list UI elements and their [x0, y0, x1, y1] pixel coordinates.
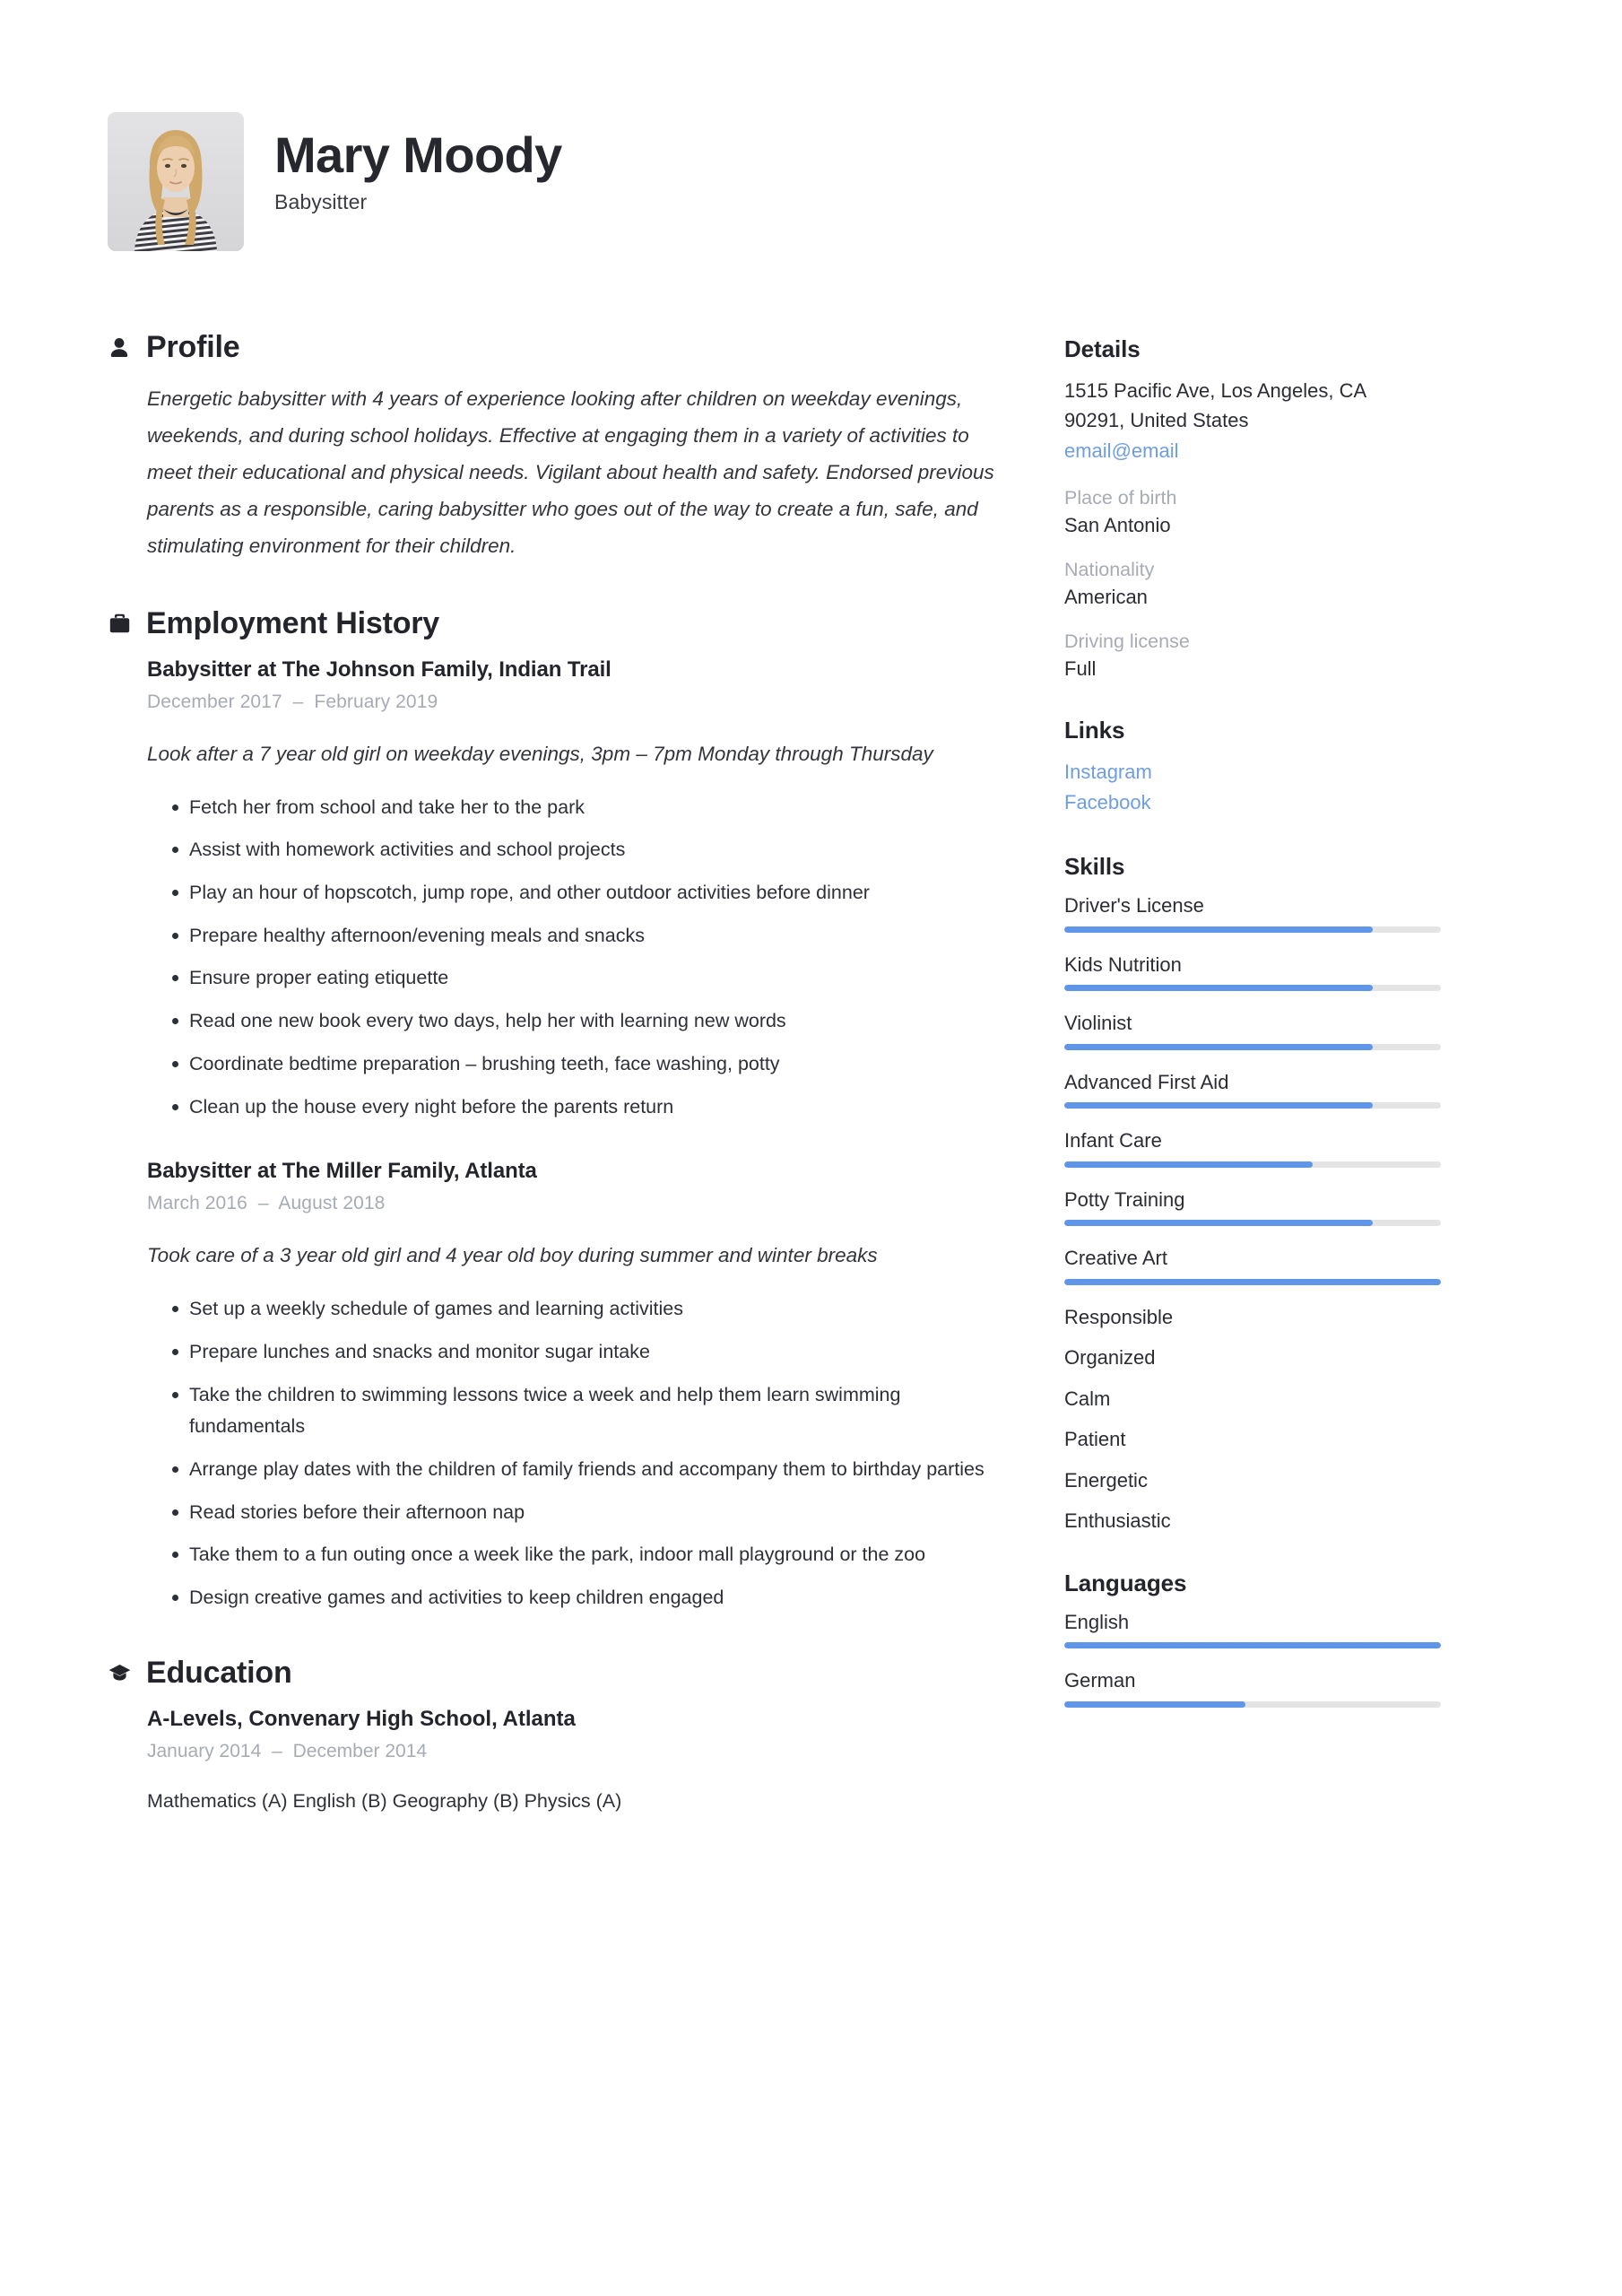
employment-entry-dates: [147, 691, 1009, 713]
field-label: Nationality: [1064, 559, 1155, 581]
list-item: Read one new book every two days, help her with learning new words: [147, 1005, 1009, 1038]
education-entry: [108, 1707, 1009, 1816]
skill-item: [1064, 1305, 1441, 1330]
date-start: March 2016: [147, 1193, 247, 1214]
resume-columns: [108, 330, 1514, 1857]
skill-item-label: Violinist: [1064, 1012, 1132, 1035]
skill-item: [1064, 1387, 1441, 1412]
link-facebook[interactable]: Facebook: [1064, 790, 1151, 813]
skill-item-label: Patient: [1064, 1428, 1126, 1451]
list-item: Prepare healthy afternoon/evening meals and snacks: [147, 920, 1009, 952]
skill-item-meter-fill: [1064, 1279, 1441, 1285]
detail-field-nationality: [1064, 559, 1441, 609]
skill-item-label: Infant Care: [1064, 1129, 1162, 1152]
list-item: Prepare lunches and snacks and monitor sugar intake: [147, 1336, 1009, 1369]
date-separator: –: [257, 1193, 269, 1214]
skill-item-label: Energetic: [1064, 1468, 1148, 1492]
list-item: Take the children to swimming lessons twice a week and help them learn swimming fundamentals: [147, 1379, 1009, 1443]
language-item: [1064, 1610, 1441, 1649]
skill-item-meter-track: [1064, 1044, 1441, 1050]
skill-item: [1064, 1128, 1441, 1168]
employment-entry-bullets: [147, 792, 1009, 1124]
skill-item-meter-fill: [1064, 1044, 1373, 1050]
skill-item-meter-track: [1064, 1161, 1441, 1168]
list-item: Set up a weekly schedule of games and learning activities: [147, 1293, 1009, 1326]
address-line-2: 90291, United States: [1064, 409, 1249, 432]
skill-item-label: Potty Training: [1064, 1187, 1185, 1211]
languages-list: [1064, 1610, 1441, 1708]
language-item-meter-fill: [1064, 1701, 1245, 1708]
page-title: Mary Moody: [274, 126, 562, 183]
list-item: Ensure proper eating etiquette: [147, 962, 1009, 995]
date-separator: –: [272, 1740, 282, 1761]
field-value: Full: [1064, 657, 1097, 681]
header-text-group: [274, 112, 562, 214]
skill-item-label: Driver's License: [1064, 894, 1204, 918]
list-item: Assist with homework activities and school projects: [147, 834, 1009, 866]
detail-field-driving-license: [1064, 631, 1441, 681]
details-heading: Details: [1064, 335, 1141, 362]
field-value: American: [1064, 586, 1148, 609]
employment-entry-summary: Took care of a 3 year old girl and 4 year old boy during summer and winter breaks: [147, 1244, 878, 1267]
language-item-meter-track: [1064, 1642, 1441, 1648]
person-icon: [108, 336, 131, 360]
employment-heading: Employment History: [146, 605, 440, 640]
skill-item: [1064, 1070, 1441, 1109]
list-item: Play an hour of hopscotch, jump rope, and other outdoor activities before dinner: [147, 877, 1009, 909]
skill-item: [1064, 952, 1441, 992]
skill-item: [1064, 1345, 1441, 1370]
skill-item-meter-fill: [1064, 985, 1373, 991]
field-label: Place of birth: [1064, 487, 1177, 509]
sidebar-block-skills: [1064, 853, 1441, 1534]
list-item: Design creative games and activities to keep children engaged: [147, 1582, 1009, 1614]
employment-entry-summary: Look after a 7 year old girl on weekday evenings, 3pm – 7pm Monday through Thursday: [147, 742, 933, 765]
profile-section-header: [108, 330, 1009, 365]
resume-header: [108, 112, 1514, 251]
sidebar-column: [1064, 330, 1441, 1744]
date-start: December 2017: [147, 691, 282, 712]
skill-item-meter-track: [1064, 1102, 1441, 1109]
skill-item: [1064, 1468, 1441, 1493]
main-column: [108, 330, 1009, 1857]
skills-heading: Skills: [1064, 853, 1125, 881]
skill-item: [1064, 1509, 1441, 1534]
skill-item: [1064, 1187, 1441, 1227]
graduation-cap-icon: [108, 1661, 131, 1684]
skill-item-meter-track: [1064, 926, 1441, 933]
list-item: Read stories before their afternoon nap: [147, 1497, 1009, 1529]
list-item: Fetch her from school and take her to the park: [147, 792, 1009, 824]
date-end: August 2018: [278, 1193, 386, 1214]
skill-item: [1064, 1427, 1441, 1452]
education-heading: Education: [146, 1655, 292, 1690]
list-item: Coordinate bedtime preparation – brushing teeth, face washing, potty: [147, 1048, 1009, 1081]
skill-item-label: Creative Art: [1064, 1247, 1167, 1270]
profile-body-text: Energetic babysitter with 4 years of experience looking after children on weekday evenings, weekends, and during school holidays. Effective at engaging them in a variety of activities to meet their educational and physical needs. Vigilant about health and safety. Endorsed previous parents as a responsible, caring babysitter who goes out of the way to create a fun, safe, and stimulating environment for their children.: [147, 387, 994, 557]
employment-entry-title: Babysitter at The Johnson Family, Indian Trail: [147, 657, 612, 682]
list-item: Arrange play dates with the children of family friends and accompany them to birthday parties: [147, 1454, 1009, 1486]
address-line-1: 1515 Pacific Ave, Los Angeles, CA: [1064, 379, 1367, 402]
skills-list: [1064, 893, 1441, 1534]
employment-entry: [108, 1159, 1009, 1614]
skill-item-label: Responsible: [1064, 1305, 1174, 1328]
job-title-subtitle: Babysitter: [274, 190, 368, 214]
skill-item-label: Calm: [1064, 1387, 1111, 1410]
skill-item-meter-track: [1064, 1279, 1441, 1285]
skill-item-meter-track: [1064, 985, 1441, 991]
section-profile: [108, 330, 1009, 565]
language-item-label: English: [1064, 1610, 1130, 1633]
language-item-label: German: [1064, 1669, 1136, 1692]
section-education: [108, 1656, 1009, 1816]
list-item: Clean up the house every night before the parents return: [147, 1091, 1009, 1124]
skill-item: [1064, 1246, 1441, 1285]
education-entry-title: A-Levels, Convenary High School, Atlanta: [147, 1706, 576, 1731]
languages-heading: Languages: [1064, 1569, 1187, 1596]
profile-heading: Profile: [146, 330, 240, 364]
email-link[interactable]: email@email: [1064, 439, 1179, 462]
skill-item-meter-fill: [1064, 1220, 1373, 1226]
skill-item-meter-track: [1064, 1220, 1441, 1226]
list-item: Take them to a fun outing once a week like the park, indoor mall playground or the zoo: [147, 1539, 1009, 1571]
links-heading: Links: [1064, 717, 1125, 744]
employment-entry-bullets: [147, 1293, 1009, 1614]
date-separator: –: [292, 691, 304, 712]
skill-item-meter-fill: [1064, 1161, 1313, 1168]
date-end: December 2014: [292, 1740, 428, 1761]
sidebar-block-languages: [1064, 1570, 1441, 1708]
education-section-header: [108, 1656, 1009, 1691]
education-entry-body: Mathematics (A) English (B) Geography (B) Physics (A): [147, 1789, 622, 1812]
language-item: [1064, 1668, 1441, 1708]
date-start: January 2014: [147, 1740, 262, 1761]
field-value: San Antonio: [1064, 514, 1171, 537]
employment-entry-dates: [147, 1193, 1009, 1214]
education-entry-dates: [147, 1741, 1009, 1762]
employment-entry: [108, 657, 1009, 1124]
skill-item-label: Organized: [1064, 1346, 1156, 1370]
skill-item-meter-fill: [1064, 926, 1373, 933]
link-instagram[interactable]: Instagram: [1064, 761, 1152, 784]
language-item-meter-track: [1064, 1701, 1441, 1708]
sidebar-block-links: [1064, 717, 1441, 817]
date-end: February 2019: [314, 691, 438, 712]
employment-entry-title: Babysitter at The Miller Family, Atlanta: [147, 1159, 537, 1184]
field-label: Driving license: [1064, 631, 1190, 653]
avatar: [108, 112, 244, 251]
skill-item-label: Advanced First Aid: [1064, 1070, 1229, 1093]
section-employment: [108, 606, 1009, 1614]
skill-item-label: Enthusiastic: [1064, 1509, 1171, 1533]
language-item-meter-fill: [1064, 1642, 1441, 1648]
links-list: [1064, 757, 1441, 817]
skill-item: [1064, 1011, 1441, 1050]
skill-item: [1064, 893, 1441, 933]
employment-section-header: [108, 606, 1009, 641]
skill-item-meter-fill: [1064, 1102, 1373, 1109]
sidebar-block-details: [1064, 335, 1441, 681]
skill-item-label: Kids Nutrition: [1064, 952, 1182, 976]
briefcase-icon: [108, 612, 131, 635]
detail-field-place-of-birth: [1064, 487, 1441, 537]
